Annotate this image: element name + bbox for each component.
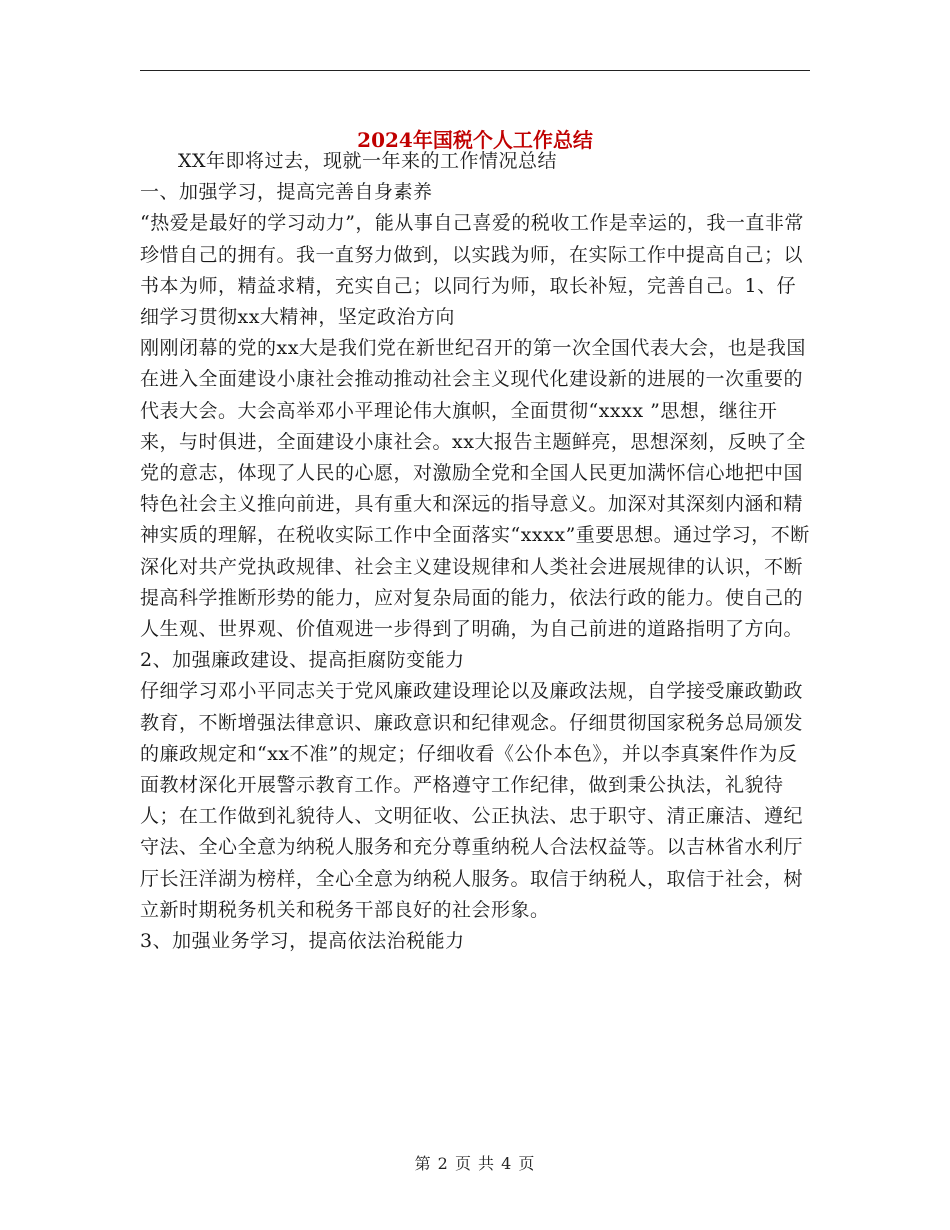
body-paragraph-2: 刚刚闭幕的党的xx大是我们党在新世纪召开的第一次全国代表大会，也是我国在进入全面建设小康社会推动推动社会主义现代化建设新的进展的一次重要的代表大会。大会高举邓小平理论伟大旗帜，全面贯彻“xxxx ”思想，继往开来，与时俱进，全面建设小康社会。xx大报告主题鲜亮，思想深刻，反映了全党的意志，体现了人民的心愿，对激励全党和全国人民更加满怀信心地把中国特色社会主义推向前进，具有重大和深远的指导意义。加深对其深刻内涵和精神实质的理解，在税收实际工作中全面落实“xxxx”重要思想。通过学习，不断深化对共产党执政规律、社会主义建设规律和人类社会进展规律的认识，不断提高科学推断形势的能力，应对复杂局面的能力，依法行政的能力。使自己的人生观、世界观、价值观进一步得到了明确，为自己前进的道路指明了方向。 xyxy=(140,337,810,641)
intro-paragraph: XX年即将过去，现就一年来的工作情况总结 xyxy=(178,150,558,172)
section-heading-2: 2、加强廉政建设、提高拒腐防变能力 xyxy=(140,649,465,672)
body-paragraph-1: “热爱是最好的学习动力”，能从事自己喜爱的税收工作是幸运的，我一直非常珍惜自己的拥有。我一直努力做到，以实践为师，在实际工作中提高自己；以书本为师，精益求精，充实自己；以同行为师，取长补短，完善自己。1、仔细学习贯彻xx大精神，坚定政治方向 xyxy=(140,212,804,329)
document-title: 2024年国税个人工作总结 xyxy=(357,128,593,153)
header-rule xyxy=(140,70,810,71)
body-paragraph-3: 仔细学习邓小平同志关于党风廉政建设理论以及廉政法规，自学接受廉政勤政教育，不断增强法律意识、廉政意识和纪律观念。仔细贯彻国家税务总局颁发的廉政规定和“xx不准”的规定；仔细收看《公仆本色》，并以李真案件作为反面教材深化开展警示教育工作。严格遵守工作纪律，做到秉公执法，礼貌待人；在工作做到礼貌待人、文明征收、公正执法、忠于职守、清正廉洁、遵纪守法、全心全意为纳税人服务和充分尊重纳税人合法权益等。以吉林省水利厅厅长汪洋湖为榜样，全心全意为纳税人服务。取信于纳税人，取信于社会，树立新时期税务机关和税务干部良好的社会形象。 xyxy=(140,680,804,921)
section-heading-1: 一、加强学习，提高完善自身素养 xyxy=(140,181,433,204)
document-body xyxy=(140,146,810,957)
section-heading-3: 3、加强业务学习，提高依法治税能力 xyxy=(140,930,465,953)
page-number: 第 2 页 共 4 页 xyxy=(414,1154,536,1173)
